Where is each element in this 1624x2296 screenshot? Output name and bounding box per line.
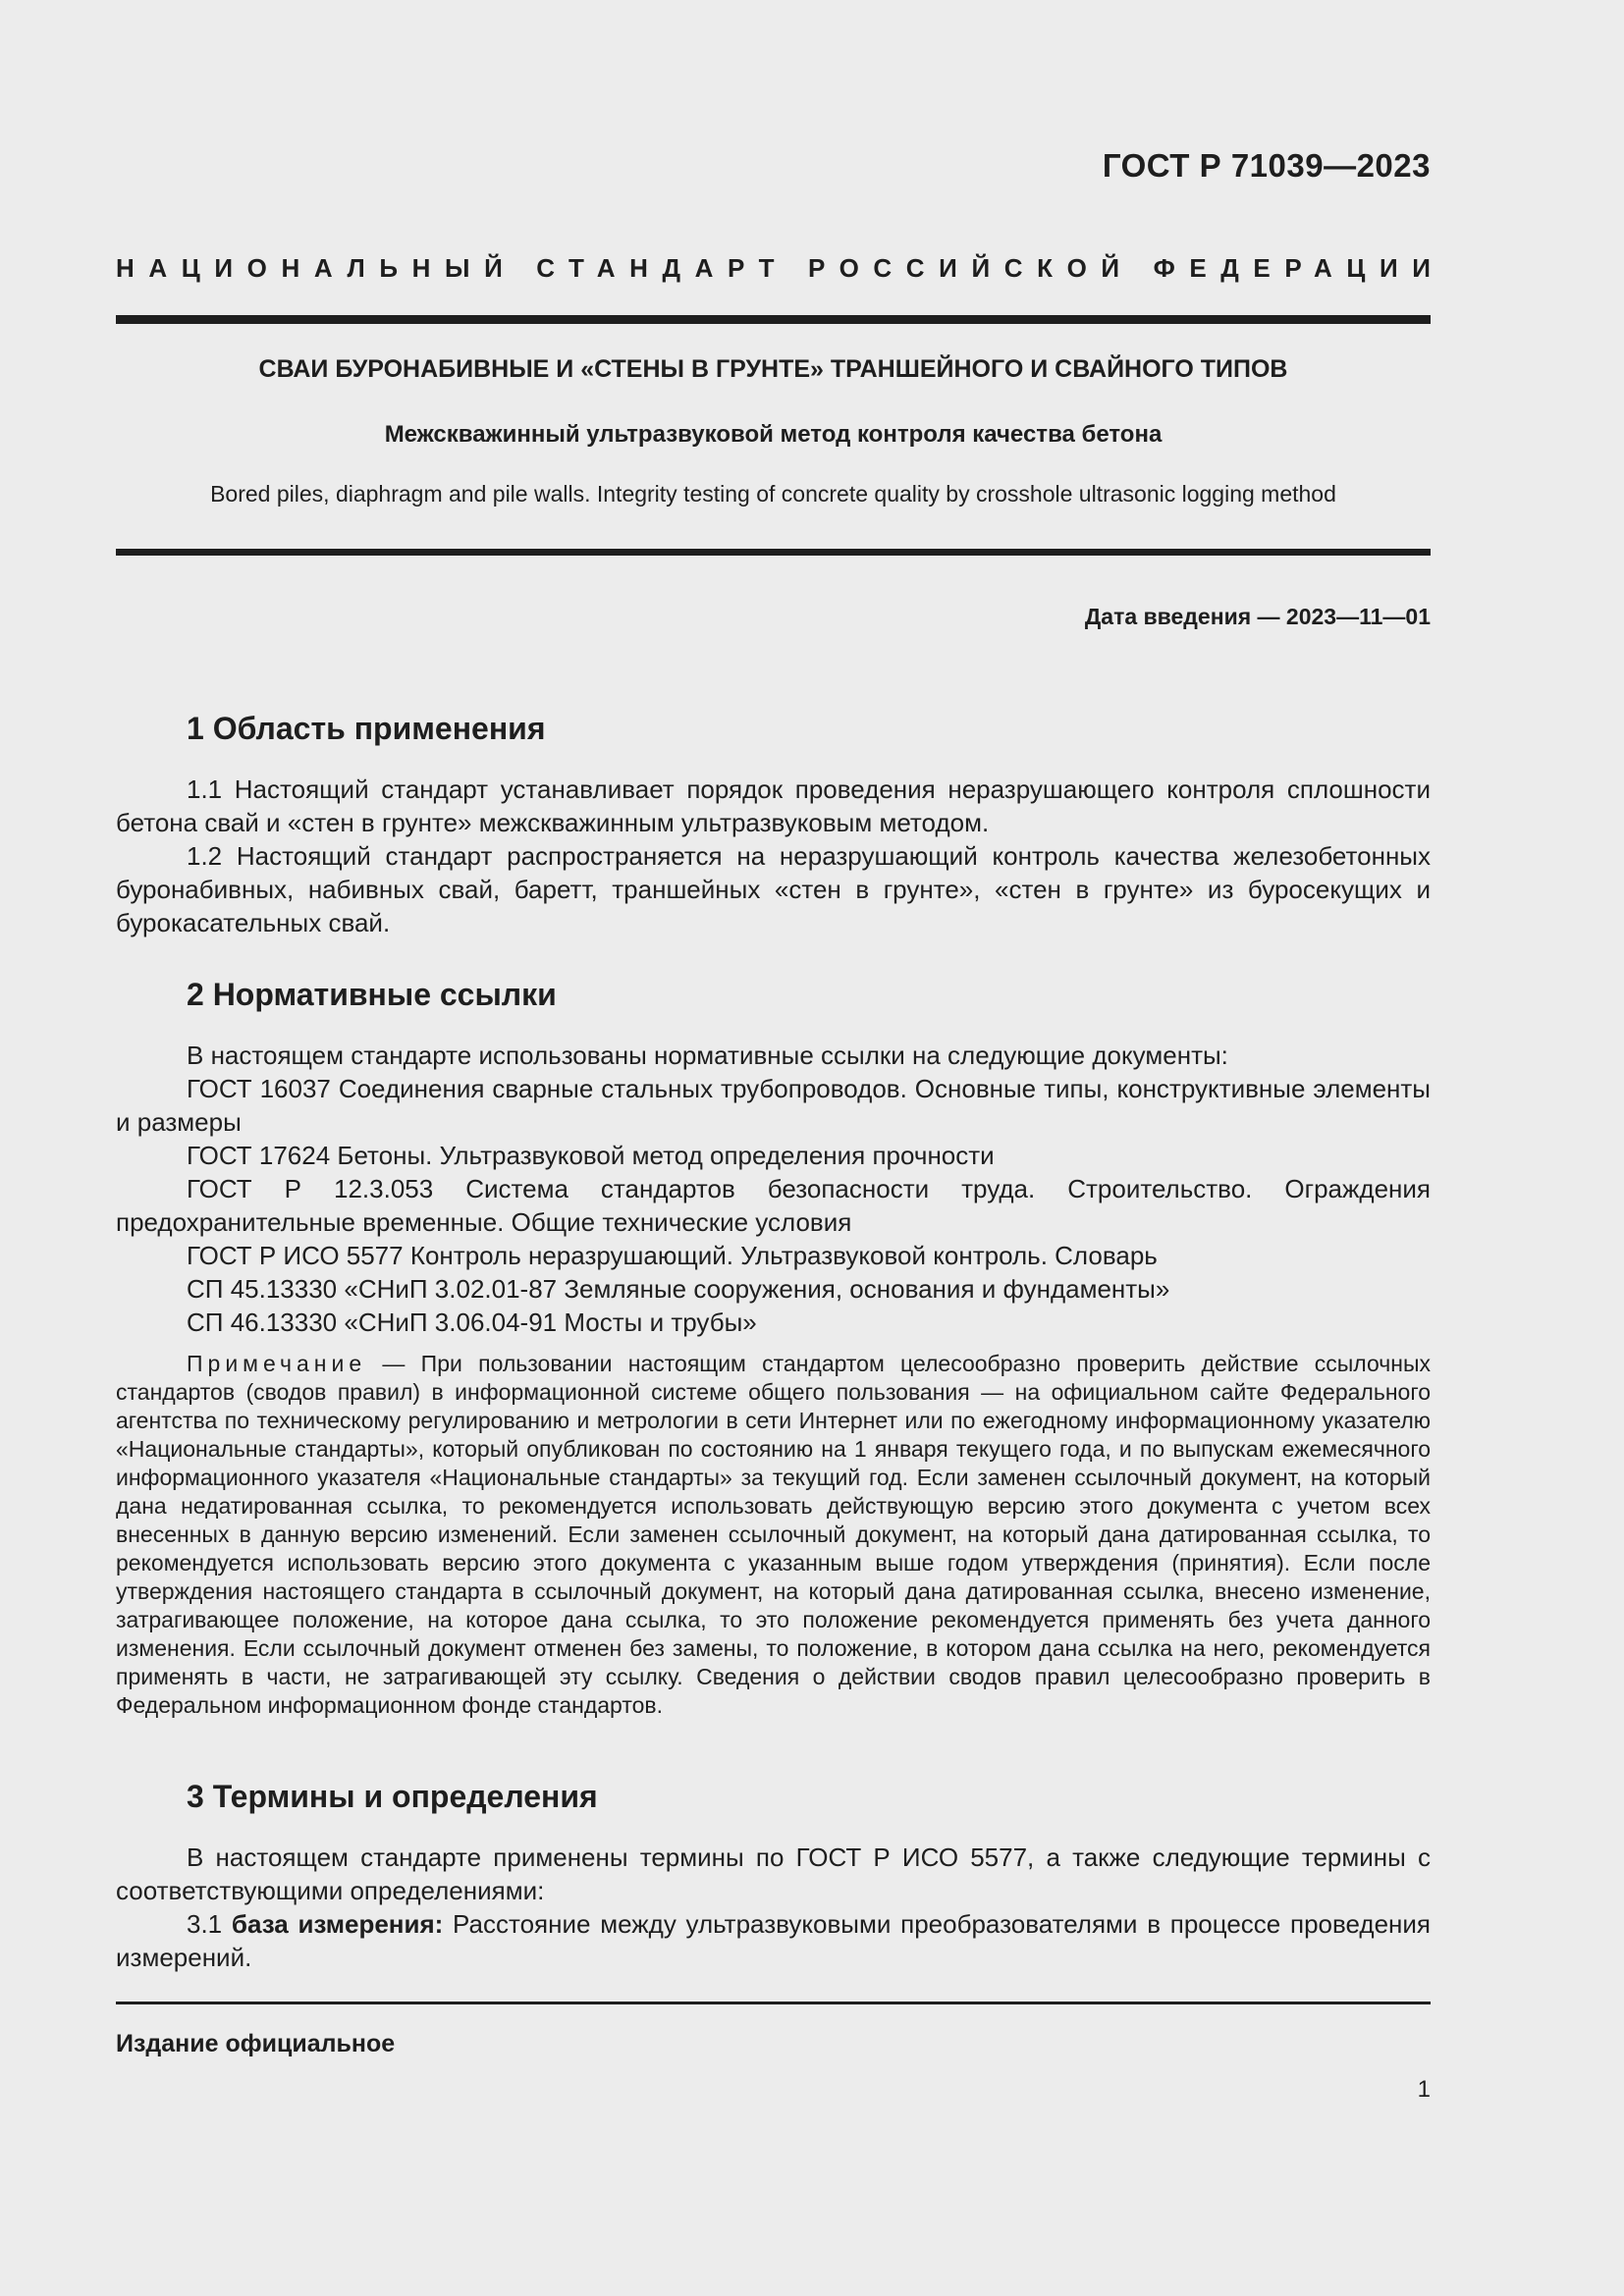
reference-item: ГОСТ 16037 Соединения сварные стальных трубопроводов. Основные типы, конструктивные элементы и размеры bbox=[116, 1074, 1431, 1137]
term-number: 3.1 bbox=[187, 1909, 232, 1939]
gost-number: ГОСТ Р 71039—2023 bbox=[1102, 147, 1431, 184]
page-number: 1 bbox=[1417, 2076, 1431, 2103]
national-standard-heading bbox=[116, 253, 1445, 284]
title-divider bbox=[116, 549, 1431, 556]
reference-item: ГОСТ Р 12.3.053 Система стандартов безопасности труда. Строительство. Ограждения предохранительные временные. Общие технические условия bbox=[116, 1174, 1431, 1237]
section-3-intro: В настоящем стандарте применены термины по ГОСТ Р ИСО 5577, а также следующие термины с соответствующими определениями: bbox=[116, 1842, 1431, 1905]
section-1-paragraph-2: 1.2 Настоящий стандарт распространяется на неразрушающий контроль качества железобетонных буронабивных, набивных свай, баретт, траншейных «стен в грунте», «стен в грунте» из буросекущих и бурокасательных свай. bbox=[116, 841, 1431, 937]
national-standard-word: ФЕДЕРАЦИИ bbox=[1153, 253, 1445, 283]
national-standard-word: НАЦИОНАЛЬНЫЙ bbox=[116, 253, 517, 283]
note-label: Примечание bbox=[187, 1351, 367, 1376]
national-standard-word: СТАНДАРТ bbox=[536, 253, 789, 283]
section-2-heading: 2 Нормативные ссылки bbox=[187, 977, 557, 1012]
term-name: база измерения: bbox=[231, 1909, 444, 1939]
section-3-heading: 3 Термины и определения bbox=[187, 1779, 598, 1814]
term-definition bbox=[116, 1907, 1431, 1974]
section-1-heading: 1 Область применения bbox=[187, 711, 546, 746]
official-edition-label: Издание официальное bbox=[116, 2030, 396, 2057]
top-divider bbox=[116, 315, 1431, 324]
reference-item: СП 45.13330 «СНиП 3.02.01-87 Земляные сооружения, основания и фундаменты» bbox=[187, 1274, 1170, 1304]
bottom-divider bbox=[116, 2002, 1431, 2004]
note-text: — При пользовании настоящим стандартом целесообразно проверить действие ссылочных стандартов (сводов правил) в информационной системе общего пользования — на официальном сайте Федерального агентства по техническому регулированию и метрологии в сети Интернет или по ежегодному информационному указателю «Национальные стандарты», который опубликован по состоянию на 1 января текущего года, и по выпускам ежемесячного информационного указателя «Национальные стандарты» за текущий год. Если заменен ссылочный документ, на который дана недатированная ссылка, то рекомендуется использовать действующую версию этого документа с учетом всех внесенных в данную версию изменений. Если заменен ссылочный документ, на который дана датированная ссылка, то рекомендуется использовать версию этого документа с указанным выше годом утверждения (принятия). Если после утверждения настоящего стандарта в ссылочный документ, на который дана датированная ссылка, внесено изменение, затрагивающее положение, на которое дана ссылка, то это положение рекомендуется применять без учета данного изменения. Если ссылочный документ отменен без замены, то положение, в котором дана ссылка на него, рекомендуется применять в части, не затрагивающей эту ссылку. Сведения о действии сводов правил целесообразно проверить в Федеральном информационном фонде стандартов. bbox=[116, 1351, 1431, 1718]
reference-item: СП 46.13330 «СНиП 3.06.04-91 Мосты и трубы» bbox=[187, 1308, 757, 1337]
section-2-note bbox=[116, 1350, 1431, 1720]
section-2-intro: В настоящем стандарте использованы нормативные ссылки на следующие документы: bbox=[187, 1041, 1228, 1070]
national-standard-word: РОССИЙСКОЙ bbox=[808, 253, 1134, 283]
reference-item: ГОСТ 17624 Бетоны. Ультразвуковой метод определения прочности bbox=[187, 1141, 995, 1170]
section-1-paragraph-1: 1.1 Настоящий стандарт устанавливает порядок проведения неразрушающего контроля сплошности бетона свай и «стен в грунте» межскважинным ультразвуковым методом. bbox=[116, 774, 1431, 837]
standard-title-ru: СВАИ БУРОНАБИВНЫЕ И «СТЕНЫ В ГРУНТЕ» ТРАНШЕЙНОГО И СВАЙНОГО ТИПОВ bbox=[258, 355, 1288, 383]
reference-item: ГОСТ Р ИСО 5577 Контроль неразрушающий. Ультразвуковой контроль. Словарь bbox=[187, 1241, 1158, 1270]
introduction-date: Дата введения — 2023—11—01 bbox=[1084, 604, 1431, 629]
term-definition-text: Расстояние между ультразвуковыми преобразователями в процессе проведения измерений. bbox=[116, 1909, 1431, 1972]
standard-subtitle-ru: Межскважинный ультразвуковой метод контроля качества бетона bbox=[384, 421, 1163, 448]
standard-title-en: Bored piles, diaphragm and pile walls. Integrity testing of concrete quality by crosshole ultrasonic logging method bbox=[210, 481, 1336, 507]
